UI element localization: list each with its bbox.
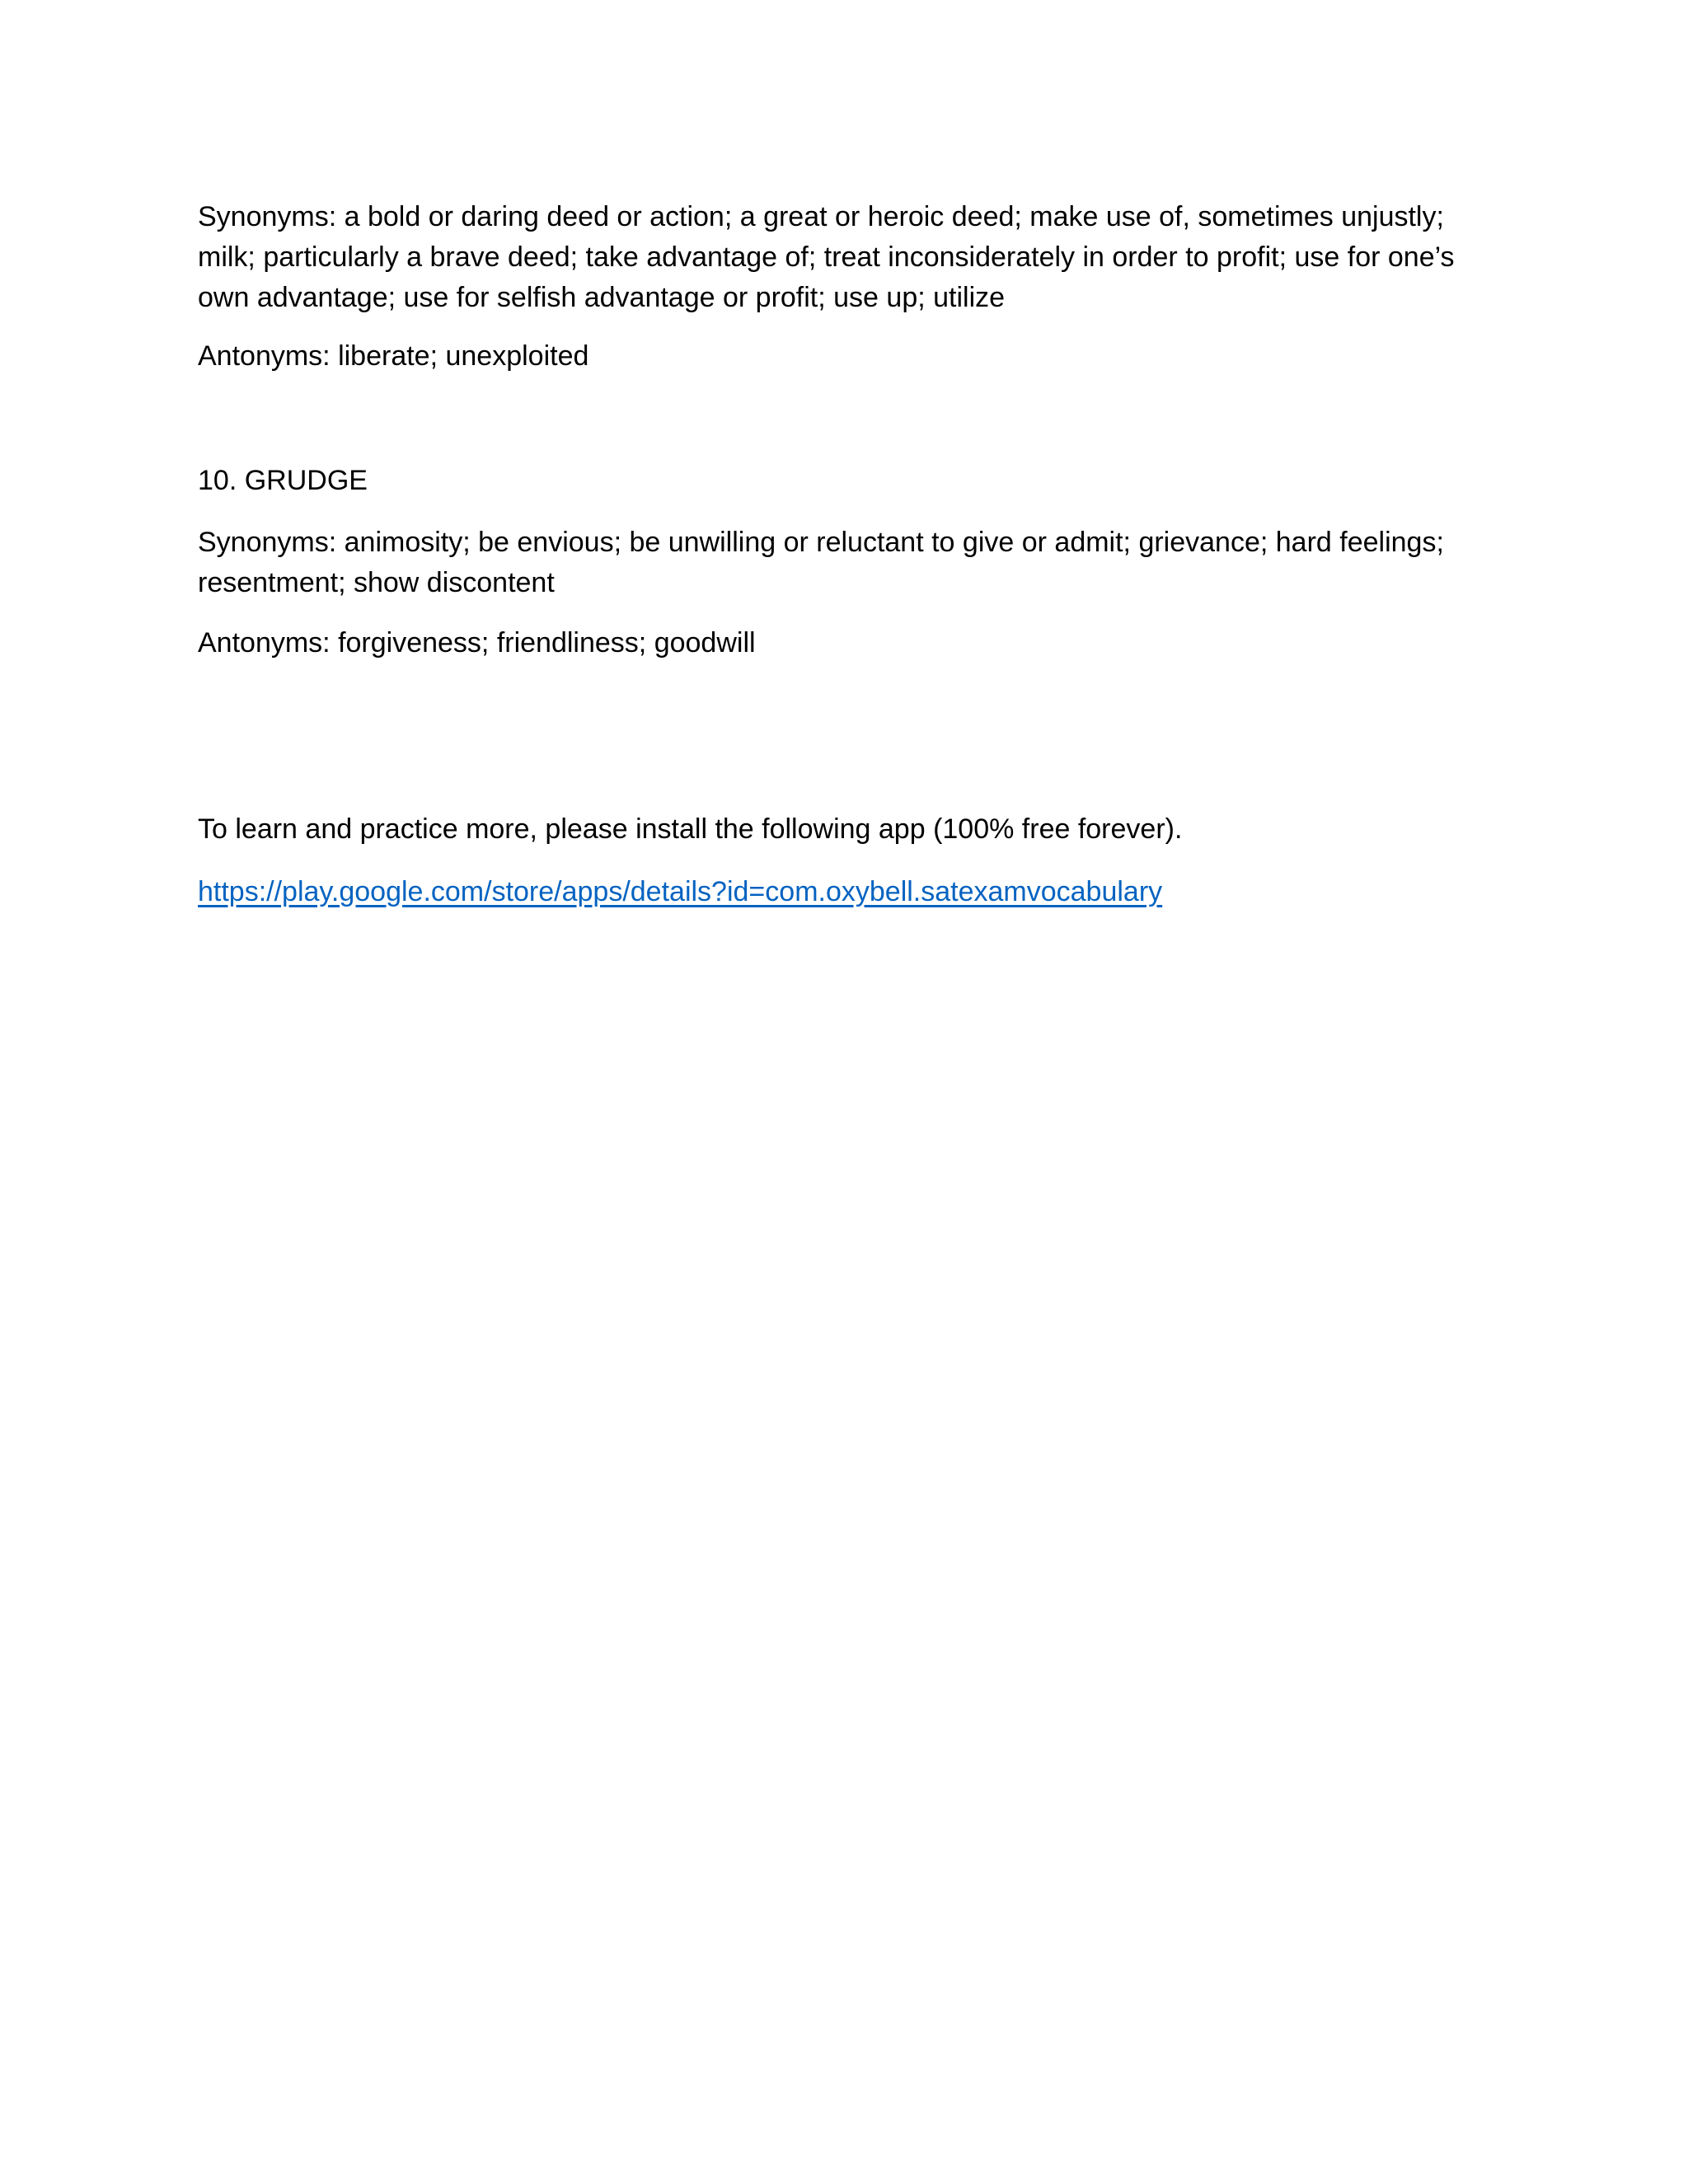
app-store-link[interactable]: https://play.google.com/store/apps/details?id=com.oxybell.satexamvocabulary (198, 876, 1163, 907)
exploit-synonyms: Synonyms: a bold or daring deed or action; a great or heroic deed; make use of, sometimes unjustly; milk; particularly a brave deed; take advantage of; treat inconsiderately in order to profit; use for one’s own advantage; use for selfish advantage or profit; use up; utilize (198, 201, 1455, 313)
grudge-heading: 10. GRUDGE (198, 465, 368, 496)
app-link-paragraph (198, 872, 1484, 912)
promo-text: To learn and practice more, please install the following app (100% free forever). (198, 813, 1183, 845)
grudge-antonyms: Antonyms: forgiveness; friendliness; goodwill (198, 627, 756, 658)
exploit-antonyms: Antonyms: liberate; unexploited (198, 340, 589, 372)
grudge-synonyms: Synonyms: animosity; be envious; be unwilling or reluctant to give or admit; grievance; hard feelings; resentment; show discontent (198, 527, 1444, 598)
